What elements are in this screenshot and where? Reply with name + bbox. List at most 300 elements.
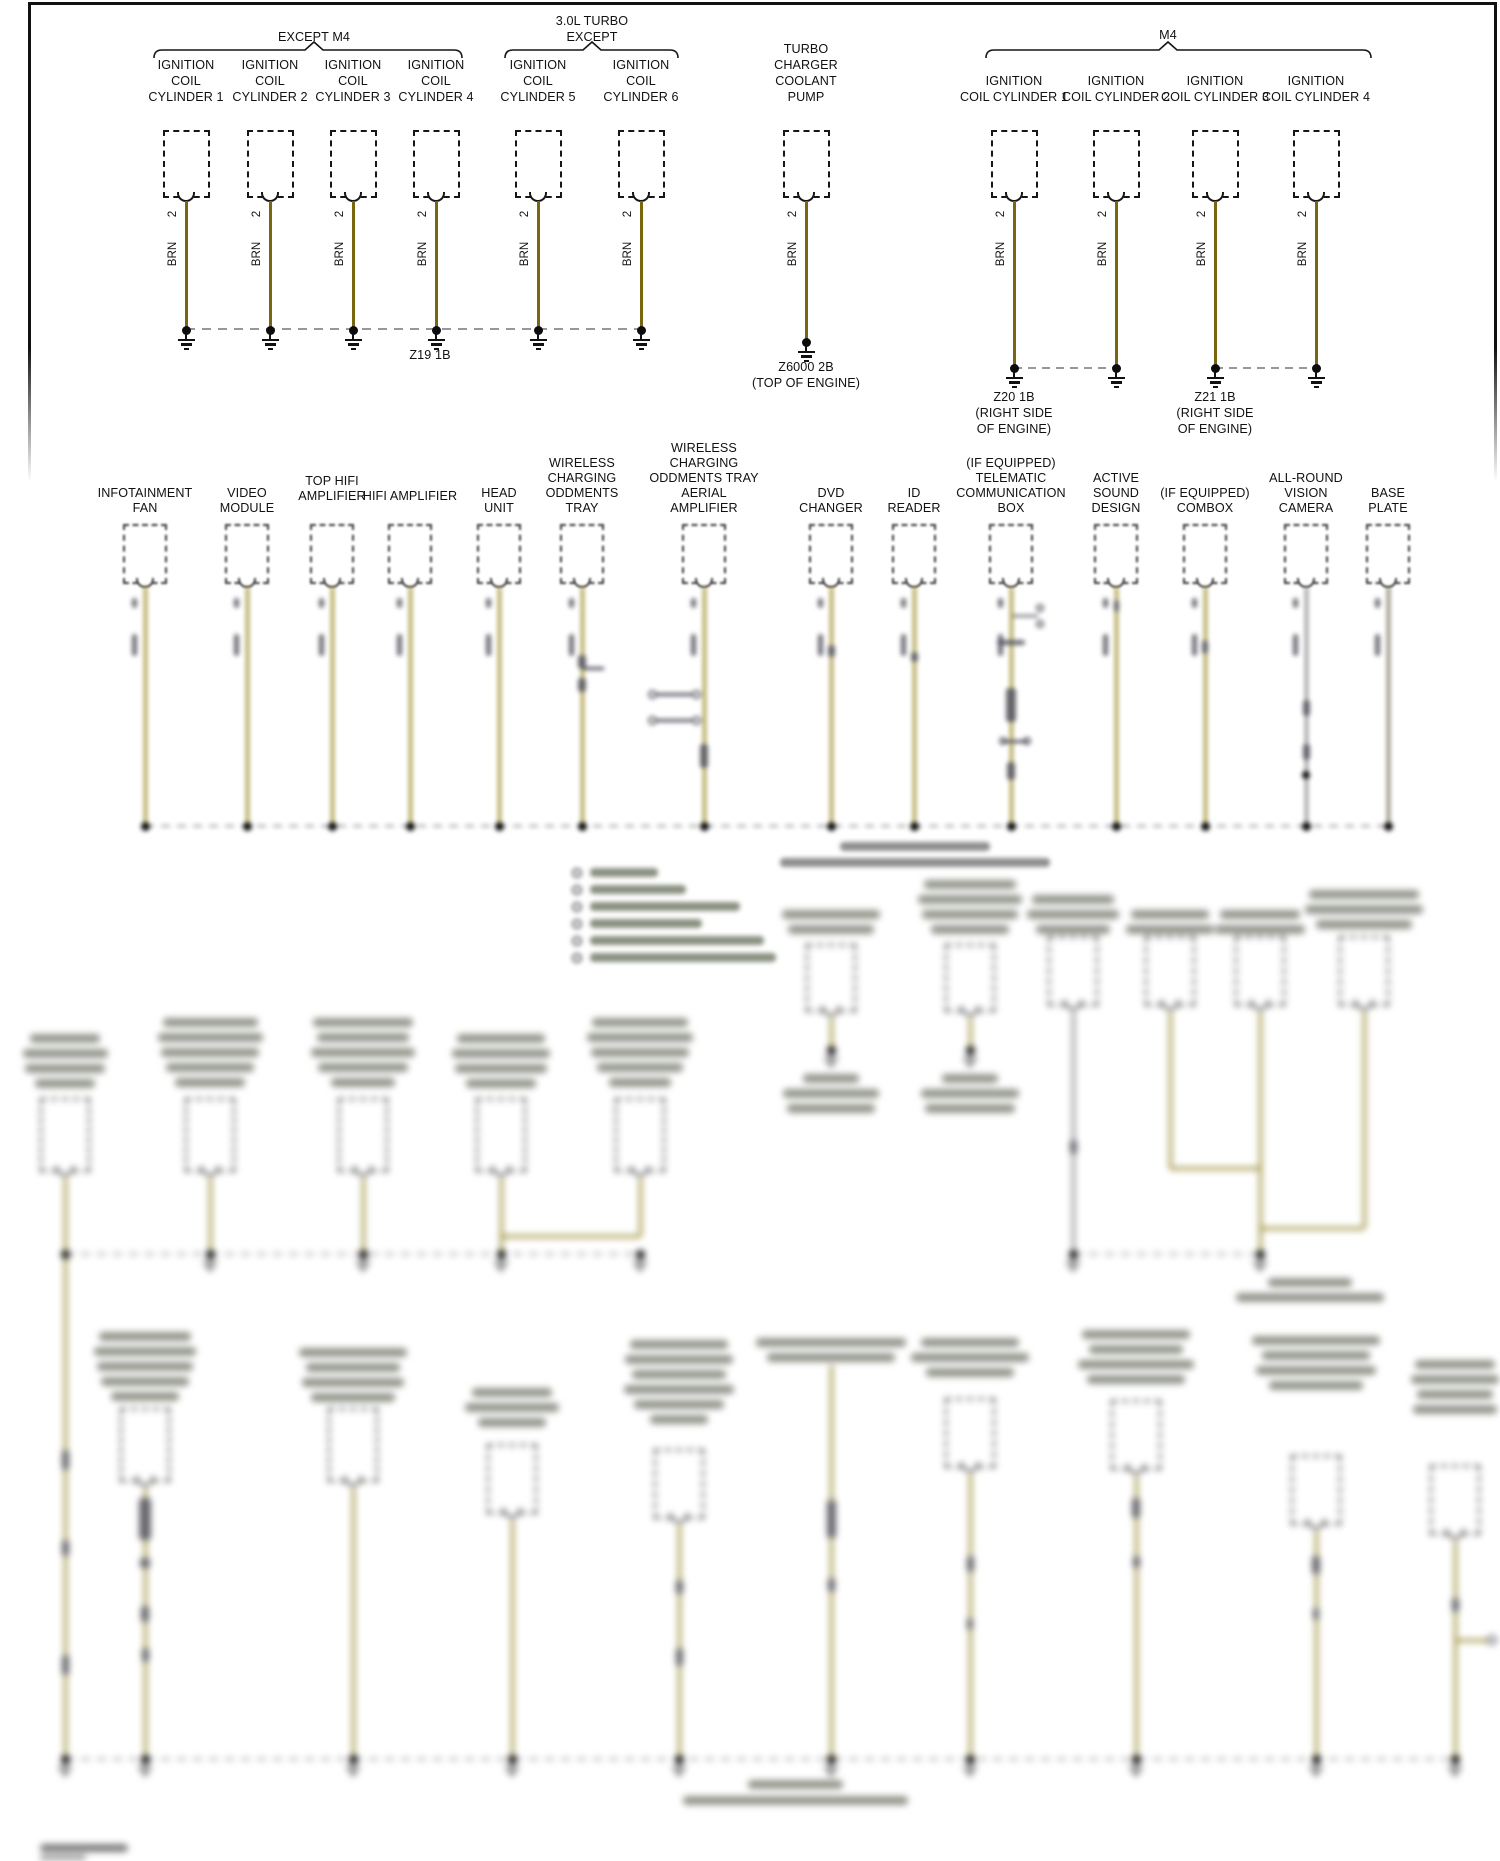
blurred-text-line (311, 1393, 395, 1402)
component-label-line: UNIT (484, 501, 514, 515)
wire-pin-label: 2 (1096, 210, 1109, 218)
ignition-coil-label-line: COIL (626, 74, 656, 88)
blurred-text-line (931, 925, 1009, 934)
ground-label-z21-line: (RIGHT SIDE (1176, 406, 1254, 420)
pump-label-line: CHARGER (774, 58, 838, 72)
component-dashed-box (1430, 1465, 1480, 1535)
ignition-coil-label-line: COIL (171, 74, 201, 88)
wire-segment (209, 1178, 212, 1254)
wire-color-label: BRN (416, 241, 429, 267)
connector-cup (56, 1166, 74, 1176)
blurred-connector-mark (1133, 1556, 1140, 1568)
ground-bar (351, 1774, 355, 1776)
ground-bar (1309, 1767, 1323, 1769)
wire-pin-label: 2 (786, 210, 799, 218)
component-dashed-box (1235, 936, 1285, 1006)
component-label-line: CHARGING (669, 456, 739, 470)
blurred-connector-mark (1452, 1598, 1459, 1612)
blurred-text-line (1126, 925, 1214, 934)
ground-bar (824, 1058, 838, 1060)
wire-color-label: BRN (166, 241, 179, 267)
ground-bar (675, 1771, 684, 1773)
wire-segment (830, 1365, 833, 1759)
blurred-text-line (1027, 910, 1119, 919)
blurred-text-line (1087, 1375, 1185, 1384)
blurred-text-line (683, 1796, 908, 1805)
component-dashed-box (1339, 936, 1389, 1006)
connector-cup (136, 1476, 154, 1486)
ground-label-z20-line: Z20 1B (993, 390, 1035, 404)
ground-symbol (960, 1763, 980, 1781)
m4-coil-label-line: IGNITION (1186, 74, 1244, 88)
connector-cup (1161, 1000, 1179, 1010)
blurred-text-line (175, 1078, 245, 1087)
connector-cup (670, 1513, 688, 1523)
wire-segment (64, 1254, 67, 1759)
blurred-text-line (921, 1089, 1019, 1098)
blurred-connector-mark (676, 1648, 683, 1666)
blurred-text-line (306, 1363, 400, 1372)
blurred-text-line (111, 1392, 179, 1401)
wire-segment (500, 1178, 503, 1254)
blurred-text-line (634, 1400, 724, 1409)
blurred-connector-mark (62, 1655, 69, 1675)
component-label-line: FAN (132, 501, 158, 515)
blurred-connector-mark (141, 1606, 149, 1622)
ignition-coil-label-line: CYLINDER 4 (398, 90, 474, 104)
component-label-line: SOUND (1093, 486, 1139, 500)
blurred-text-line (1089, 1345, 1183, 1354)
bracket-label-30l-turbo-line1: 3.0L TURBO (555, 14, 629, 28)
blurred-connector-mark (1070, 1140, 1077, 1154)
wire-pin-label: 2 (621, 210, 634, 218)
component-label-line: COMBOX (1176, 501, 1234, 515)
wire-segment-horizontal (501, 1235, 640, 1238)
component-label-line: AMPLIFIER (298, 489, 366, 503)
wire-segment (639, 1178, 642, 1236)
ground-bar (963, 1058, 977, 1060)
ground-bar (1066, 1262, 1080, 1264)
ignition-coil-label-line: IGNITION (407, 58, 465, 72)
component-label-line: MODULE (219, 501, 275, 515)
wire-segment (1259, 1012, 1262, 1254)
ground-bar (359, 1266, 368, 1268)
wire-color-label: BRN (250, 241, 263, 267)
connector-cup (1307, 1519, 1325, 1529)
wire-color-label: BRN (786, 241, 799, 267)
ignition-coil-label-line: CYLINDER 5 (500, 90, 576, 104)
component-label-line: WIRELESS (549, 456, 615, 470)
wire-segment (1135, 1476, 1138, 1759)
ground-bar (966, 1771, 975, 1773)
component-dashed-box (328, 1408, 378, 1482)
blurred-text-line (1078, 1360, 1194, 1369)
m4-coil-label-line: COIL CYLINDER 2 (1061, 90, 1171, 104)
ground-bar (208, 1269, 212, 1271)
component-label-line: VIDEO (227, 486, 267, 500)
wire-color-label: BRN (1296, 241, 1309, 267)
connector-cup (1446, 1529, 1464, 1539)
connector-cup (1064, 1000, 1082, 1010)
ground-symbol (491, 1258, 511, 1276)
ground-label-z6000-line1: Z6000 2B (778, 360, 834, 374)
ground-bar (63, 1774, 67, 1776)
ground-symbol (55, 1763, 75, 1781)
ground-bar (672, 1767, 686, 1769)
blurred-text-line (1082, 1330, 1190, 1339)
ground-bar (1258, 1269, 1262, 1271)
wire-pin-label: 2 (166, 210, 179, 218)
ground-bar (1314, 1774, 1318, 1776)
component-dashed-box (1145, 936, 1195, 1006)
ground-bar (1253, 1262, 1267, 1264)
blurred-text-line (161, 1048, 259, 1057)
ground-bar (508, 1771, 517, 1773)
blurred-text-line (1413, 1405, 1497, 1414)
blurred-connector-mark (828, 1578, 835, 1592)
ground-label-z21-line: Z21 1B (1194, 390, 1236, 404)
bracket-label-m4: M4 (1159, 28, 1177, 42)
ground-bar (968, 1065, 972, 1067)
component-label-line: TOP HIFI (305, 474, 359, 488)
ground-symbol (1445, 1763, 1465, 1781)
ignition-coil-label-line: COIL (523, 74, 553, 88)
blurred-text-line (466, 1079, 536, 1088)
ground-symbol (821, 1763, 841, 1781)
ground-symbol (343, 1763, 363, 1781)
blurred-text-line (311, 1048, 415, 1057)
ignition-coil-label-line: COIL (421, 74, 451, 88)
blurred-text-line (788, 925, 874, 934)
blurred-text-line (918, 895, 1022, 904)
wire-color-label: BRN (1195, 241, 1208, 267)
wire-color-label: BRN (518, 241, 531, 267)
blurred-text-line (1411, 1375, 1499, 1384)
blurred-text-line (921, 1338, 1019, 1347)
ignition-coil-label-line: IGNITION (324, 58, 382, 72)
blurred-text-line (318, 1063, 408, 1072)
ground-symbol (1063, 1258, 1083, 1276)
blurred-connector-mark (140, 1558, 150, 1568)
pump-label-line: COOLANT (775, 74, 837, 88)
blurred-text-line (926, 1368, 1014, 1377)
blurred-text-line (478, 1418, 546, 1427)
component-label-line: AERIAL (681, 486, 727, 500)
ground-symbol (1126, 1763, 1146, 1781)
blurred-text-line (624, 1385, 734, 1394)
blurred-text-line (94, 1347, 196, 1356)
blurred-connector-mark (62, 1450, 69, 1470)
blurred-text-line (452, 1049, 550, 1058)
blurred-text-line (1415, 1360, 1495, 1369)
component-dashed-box (476, 1098, 526, 1172)
blurred-text-line (767, 1353, 895, 1362)
blurred-text-line (650, 1415, 708, 1424)
m4-coil-label-line: IGNITION (1087, 74, 1145, 88)
ground-bar (206, 1266, 215, 1268)
component-label-line: ODDMENTS (545, 486, 619, 500)
wire-segment (1454, 1541, 1457, 1759)
blurred-text-line (472, 1388, 552, 1397)
ground-label-z19: Z19 1B (409, 348, 451, 362)
blurred-text-line (748, 1780, 843, 1789)
blurred-text-line (166, 1063, 254, 1072)
ground-label-z6000-line2: (TOP OF ENGINE) (751, 376, 861, 390)
ignition-coil-label-line: CYLINDER 1 (148, 90, 224, 104)
wire-segment (511, 1520, 514, 1759)
blurred-text-line (592, 1018, 688, 1027)
bracket-label-except-m4: EXCEPT M4 (277, 30, 351, 44)
blurred-text-line (313, 1018, 413, 1027)
blurred-text-line (924, 880, 1016, 889)
blurred-connector-mark (1313, 1608, 1319, 1620)
component-dashed-box (40, 1098, 90, 1172)
component-label-line: HIFI AMPLIFIER (362, 489, 458, 503)
ground-bar (494, 1262, 508, 1264)
component-label-line: CAMERA (1278, 501, 1334, 515)
blurred-text-line (1215, 925, 1305, 934)
wire-segment (64, 1178, 67, 1254)
ground-bar (61, 1771, 70, 1773)
ground-bar (497, 1266, 506, 1268)
component-dashed-box (1048, 936, 1098, 1006)
ground-symbol (200, 1258, 220, 1276)
blurred-text-line (756, 1338, 906, 1347)
ground-bar (1312, 1771, 1321, 1773)
ground-bar (141, 1771, 150, 1773)
ground-symbol (1306, 1763, 1326, 1781)
component-label-line: CHANGER (799, 501, 863, 515)
bracket-label-30l-turbo-line2: EXCEPT (566, 30, 618, 44)
component-label-line: (IF EQUIPPED) (966, 456, 1056, 470)
blurred-text-line (455, 1064, 547, 1073)
ground-bar (203, 1262, 217, 1264)
ground-bar (346, 1767, 360, 1769)
component-label-line: ALL-ROUND (1269, 471, 1343, 485)
blurred-text-line (302, 1378, 404, 1387)
blurred-text-line (299, 1348, 407, 1357)
ground-label-z20-line: OF ENGINE) (976, 422, 1052, 436)
ground-bus-dashed-line (1073, 1253, 1260, 1255)
ground-bar (1132, 1771, 1141, 1773)
blurred-text-line (587, 1033, 693, 1042)
ignition-coil-label-line: COIL (338, 74, 368, 88)
blurred-connector-ring (1487, 1635, 1497, 1645)
ground-bar (829, 1774, 833, 1776)
ignition-coil-label-line: IGNITION (612, 58, 670, 72)
ground-bar (966, 1062, 975, 1064)
component-label-line: COMMUNICATION (956, 486, 1066, 500)
connector-cup (1251, 1000, 1269, 1010)
blurred-connector-mark (62, 1540, 69, 1556)
component-dashed-box (1291, 1455, 1341, 1525)
connector-cup (961, 1006, 979, 1016)
ground-bar (638, 1269, 642, 1271)
wire-pin-label: 2 (1296, 210, 1309, 218)
blurred-text-line (1131, 910, 1209, 919)
wire-pin-label: 2 (1195, 210, 1208, 218)
ground-bar (824, 1767, 838, 1769)
ground-bar (1129, 1767, 1143, 1769)
wire-color-label: BRN (1096, 241, 1109, 267)
blurred-connector-mark (142, 1648, 149, 1662)
blurred-text-line (787, 1104, 875, 1113)
ground-symbol (353, 1258, 373, 1276)
blurred-text-line (625, 1355, 733, 1364)
wire-segment-horizontal (1170, 1167, 1260, 1170)
wire-color-label: BRN (994, 241, 1007, 267)
ground-bar (138, 1767, 152, 1769)
connector-cup (344, 1476, 362, 1486)
component-label-line: TELEMATIC (975, 471, 1047, 485)
connector-cup (503, 1508, 521, 1518)
ground-symbol (135, 1763, 155, 1781)
blurred-text-line (1262, 1351, 1370, 1360)
ground-bar (829, 1065, 833, 1067)
blurred-text-line (782, 910, 880, 919)
blurred-text-line (158, 1033, 263, 1042)
ground-bar (361, 1269, 365, 1271)
m4-coil-label-line: COIL CYLINDER 3 (1160, 90, 1270, 104)
component-dashed-box (945, 944, 995, 1012)
blurred-text-line (1236, 1293, 1384, 1302)
wire-segment (1072, 1012, 1075, 1254)
m4-coil-label-line: IGNITION (1287, 74, 1345, 88)
blurred-text-line (609, 1078, 671, 1087)
component-label-line: (IF EQUIPPED) (1160, 486, 1250, 500)
ground-bar (58, 1767, 72, 1769)
blurred-text-line (942, 1074, 998, 1083)
component-label-line: INFOTAINMENT (97, 486, 193, 500)
watermark-smudge (40, 1844, 128, 1852)
ground-bar (1134, 1774, 1138, 1776)
ground-bar (499, 1269, 503, 1271)
wire-color-label: BRN (333, 241, 346, 267)
blurred-text-line (1269, 1381, 1363, 1390)
blurred-text-line (1036, 925, 1110, 934)
blurred-text-line (1417, 1390, 1493, 1399)
component-dashed-box (1111, 1400, 1161, 1470)
blurred-text-line (632, 1370, 726, 1379)
component-label-line: DESIGN (1091, 501, 1141, 515)
component-label-line: TRAY (565, 501, 599, 515)
ground-symbol (669, 1763, 689, 1781)
junction-dot (61, 1250, 70, 1259)
component-dashed-box (338, 1098, 388, 1172)
blurred-text-line (23, 1049, 108, 1058)
m4-coil-label-line: COIL CYLINDER 1 (959, 90, 1069, 104)
ground-bar (636, 1266, 645, 1268)
ground-bar (349, 1771, 358, 1773)
m4-coil-label-line: COIL CYLINDER 4 (1261, 90, 1371, 104)
ignition-coil-label-line: CYLINDER 6 (603, 90, 679, 104)
blurred-text-line (35, 1079, 95, 1088)
wire-color-label: BRN (621, 241, 634, 267)
blurred-text-line (922, 910, 1018, 919)
ground-bar (1448, 1767, 1462, 1769)
blurred-text-line (465, 1403, 559, 1412)
watermark-smudge (40, 1855, 86, 1860)
ground-bus-dashed-line (65, 1758, 1455, 1760)
component-label-line: ACTIVE (1092, 471, 1140, 485)
component-dashed-box (806, 944, 856, 1012)
blurred-text-line (30, 1034, 100, 1043)
wire-pin-label: 2 (416, 210, 429, 218)
component-label-line: READER (887, 501, 941, 515)
pump-label-line: TURBO (783, 42, 829, 56)
blurred-text-line (783, 1089, 879, 1098)
wire-segment-horizontal (1260, 1227, 1364, 1230)
component-label-line: ID (907, 486, 921, 500)
blurred-connector-mark (1312, 1556, 1320, 1574)
ground-bar (968, 1774, 972, 1776)
ground-bus-dashed-line (65, 1253, 640, 1255)
component-dashed-box (654, 1449, 704, 1519)
connector-cup (822, 1006, 840, 1016)
ignition-coil-label-line: IGNITION (157, 58, 215, 72)
blurred-text-line (1305, 905, 1423, 914)
ground-label-z21-line: OF ENGINE) (1177, 422, 1253, 436)
ground-bar (827, 1062, 836, 1064)
blurred-text-line (457, 1034, 545, 1043)
pump-label-line: PUMP (787, 90, 825, 104)
component-dashed-box (615, 1098, 665, 1172)
blurred-text-line (101, 1377, 189, 1386)
component-dashed-box (945, 1398, 995, 1468)
ground-bar (633, 1262, 647, 1264)
connector-cup (492, 1166, 510, 1176)
ignition-coil-label-line: CYLINDER 3 (315, 90, 391, 104)
component-dashed-box (185, 1098, 235, 1172)
blurred-text-line (97, 1362, 193, 1371)
ground-symbol (821, 1054, 841, 1072)
blurred-connector-mark (676, 1580, 683, 1594)
blurred-text-line (1309, 890, 1419, 899)
ground-bar (677, 1774, 681, 1776)
wire-segment (969, 1474, 972, 1759)
blurred-text-line (630, 1340, 728, 1349)
ignition-coil-label-line: IGNITION (241, 58, 299, 72)
wire-pin-label: 2 (994, 210, 1007, 218)
blurred-text-line (803, 1074, 859, 1083)
ground-bar (1071, 1269, 1075, 1271)
ignition-coil-label-line: IGNITION (509, 58, 567, 72)
blurred-connector-mark (139, 1498, 151, 1540)
ground-symbol (502, 1763, 522, 1781)
connector-cup (961, 1462, 979, 1472)
blurred-text-line (597, 1063, 683, 1072)
blurred-connector-mark (967, 1618, 973, 1630)
component-dashed-box (487, 1444, 537, 1514)
wire-segment (1169, 1012, 1172, 1168)
component-label-line: VISION (1284, 486, 1328, 500)
component-label-line: BOX (997, 501, 1025, 515)
ground-bar (356, 1262, 370, 1264)
blurred-text-line (1268, 1278, 1352, 1287)
component-label-line: PLATE (1368, 501, 1408, 515)
component-label-line: BASE (1371, 486, 1405, 500)
blurred-connector-mark (827, 1500, 836, 1538)
ignition-coil-label-line: CYLINDER 2 (232, 90, 308, 104)
ground-bar (143, 1774, 147, 1776)
ground-symbol (630, 1258, 650, 1276)
connector-cup (201, 1166, 219, 1176)
wire-pin-label: 2 (333, 210, 346, 218)
ground-bar (827, 1771, 836, 1773)
blurred-text-line (317, 1033, 409, 1042)
blurred-text-line (163, 1018, 258, 1027)
connector-cup (631, 1166, 649, 1176)
